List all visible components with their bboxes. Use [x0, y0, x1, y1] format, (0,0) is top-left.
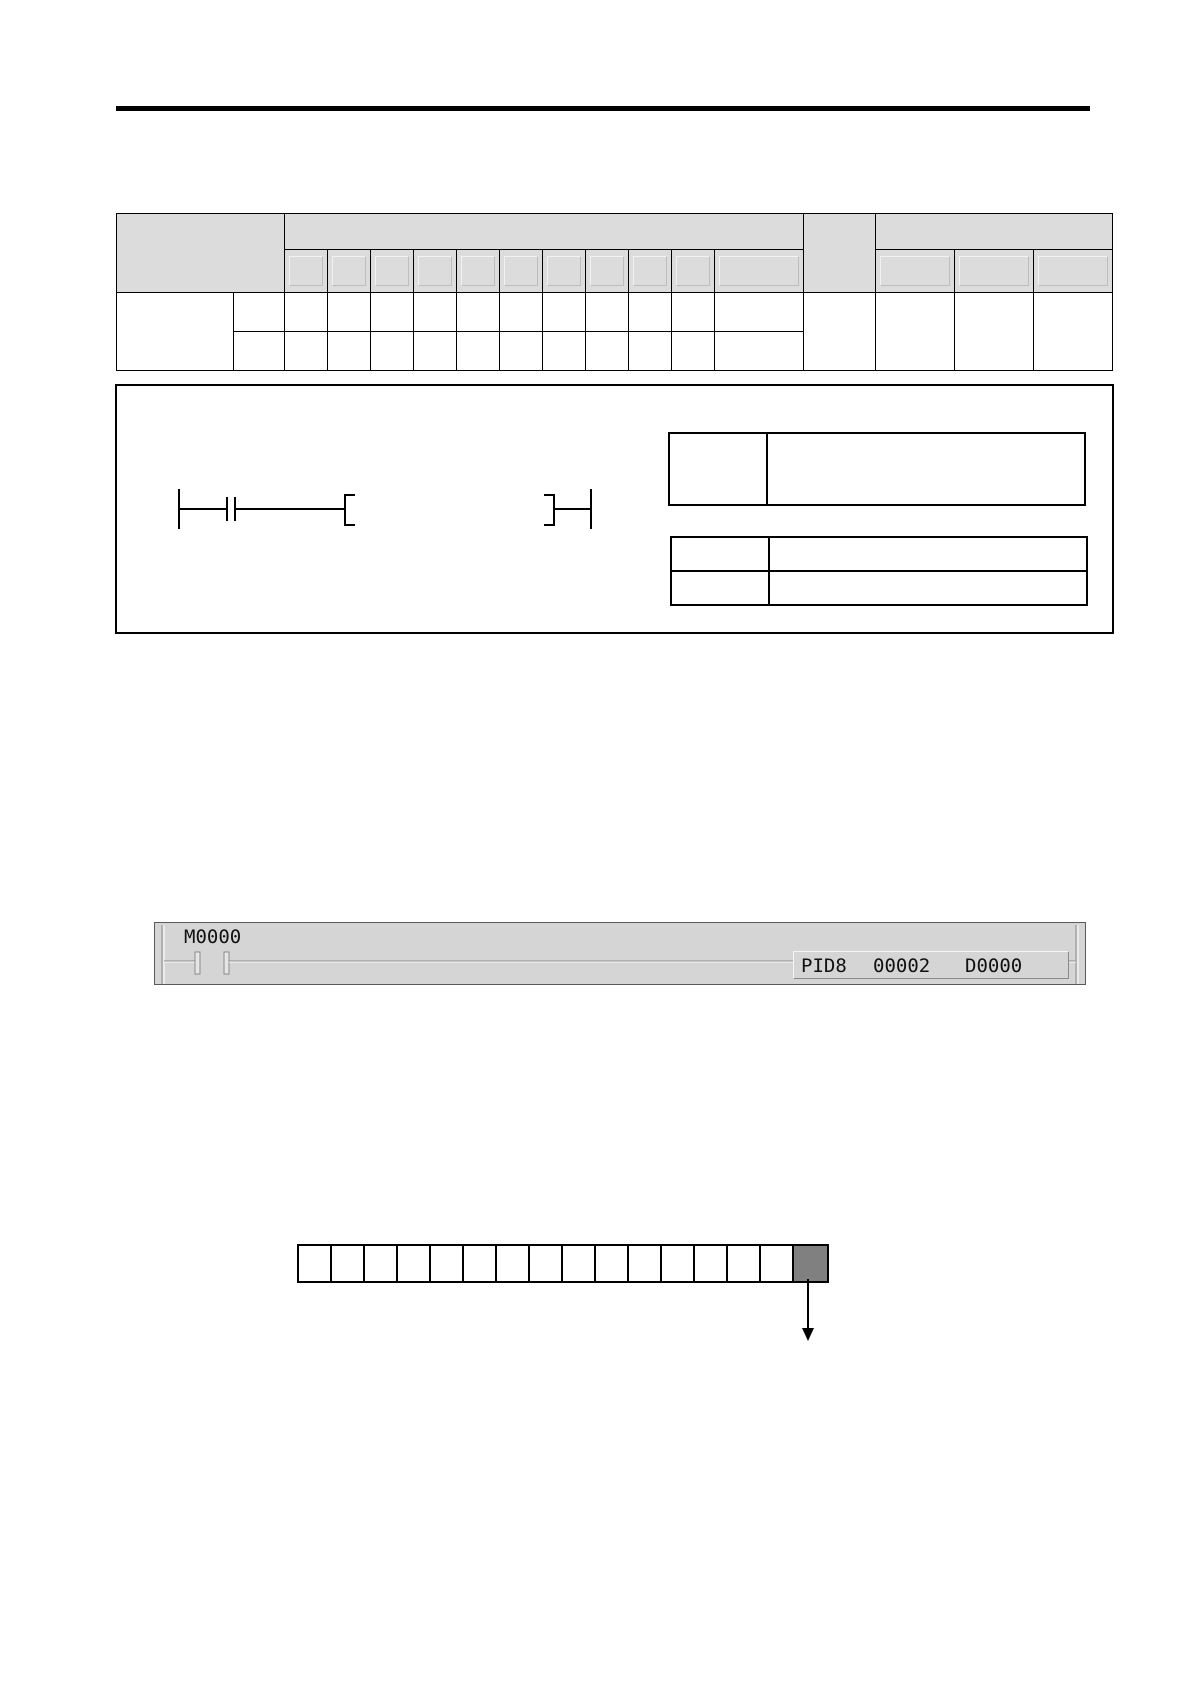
table-cell [371, 332, 414, 371]
contact-left-bar [195, 952, 200, 974]
device-header-cell [371, 250, 414, 293]
flag-header-cell [1034, 250, 1113, 293]
register-bit [464, 1246, 497, 1281]
legend-key [671, 537, 769, 571]
contact-label: M0000 [184, 926, 242, 948]
register-bit [596, 1246, 629, 1281]
function-open-bracket [345, 495, 355, 525]
flag-header-cell [876, 250, 955, 293]
available-device-header [285, 214, 804, 250]
table-cell [457, 293, 500, 332]
flag-header-cell [955, 250, 1034, 293]
legend-box-bottom [670, 536, 1088, 606]
register-bit [629, 1246, 662, 1281]
flag-cell [1034, 293, 1113, 371]
table-cell [285, 332, 328, 371]
table-cell [586, 293, 629, 332]
register-bit [563, 1246, 596, 1281]
device-header-cell [414, 250, 457, 293]
table-cell [328, 293, 371, 332]
table-cell [672, 293, 715, 332]
ladder-program-screenshot [154, 922, 1086, 985]
legend-key [669, 433, 767, 505]
operand-cell [234, 332, 285, 371]
register-bit [497, 1246, 530, 1281]
legend-box-top [668, 432, 1086, 506]
operand-2: D0000 [965, 955, 1023, 977]
register-bit [365, 1246, 398, 1281]
legend-value [769, 571, 1087, 605]
device-header-cell [586, 250, 629, 293]
table-cell [586, 332, 629, 371]
device-header-cell [543, 250, 586, 293]
table-cell [715, 332, 804, 371]
instruction-mnemonic: PID8 [801, 955, 847, 977]
table-cell [500, 293, 543, 332]
device-header-cell [285, 250, 328, 293]
register-bit [662, 1246, 695, 1281]
device-header-cell [629, 250, 672, 293]
table-cell [457, 332, 500, 371]
table-cell [629, 293, 672, 332]
operand-cell [234, 293, 285, 332]
device-header-cell [715, 250, 804, 293]
table-cell [500, 332, 543, 371]
function-close-bracket [544, 495, 554, 525]
legend-key [671, 571, 769, 605]
flag-header [876, 214, 1113, 250]
register-bit [761, 1246, 794, 1281]
instruction-frame [115, 384, 1114, 634]
device-header-cell [328, 250, 371, 293]
table-cell [414, 332, 457, 371]
register-bit [299, 1246, 332, 1281]
flag-cell [876, 293, 955, 371]
table-cell [715, 293, 804, 332]
row-label-cell [117, 293, 234, 371]
steps-header [804, 214, 876, 293]
table-cell [629, 332, 672, 371]
register-bit [728, 1246, 761, 1281]
bit-register [297, 1244, 829, 1283]
table-cell [285, 293, 328, 332]
operand-1: 00002 [873, 955, 931, 977]
table-cell [371, 293, 414, 332]
table-cell [543, 293, 586, 332]
register-bit [332, 1246, 365, 1281]
device-header-cell [672, 250, 715, 293]
contact-right-bar [224, 952, 229, 974]
table-cell [328, 332, 371, 371]
register-bit [431, 1246, 464, 1281]
device-header-cell [500, 250, 543, 293]
instruction-header-cell [117, 214, 285, 293]
device-header-cell [457, 250, 500, 293]
legend-value [767, 433, 1085, 505]
steps-cell [804, 293, 876, 371]
register-bit [530, 1246, 563, 1281]
legend-value [769, 537, 1087, 571]
table-cell [543, 332, 586, 371]
table-cell [672, 332, 715, 371]
flag-cell [955, 293, 1034, 371]
top-rule [116, 106, 1090, 111]
operand-table [116, 213, 1113, 371]
table-cell [414, 293, 457, 332]
register-bit-highlighted [794, 1246, 827, 1281]
register-bit [398, 1246, 431, 1281]
register-bit [695, 1246, 728, 1281]
